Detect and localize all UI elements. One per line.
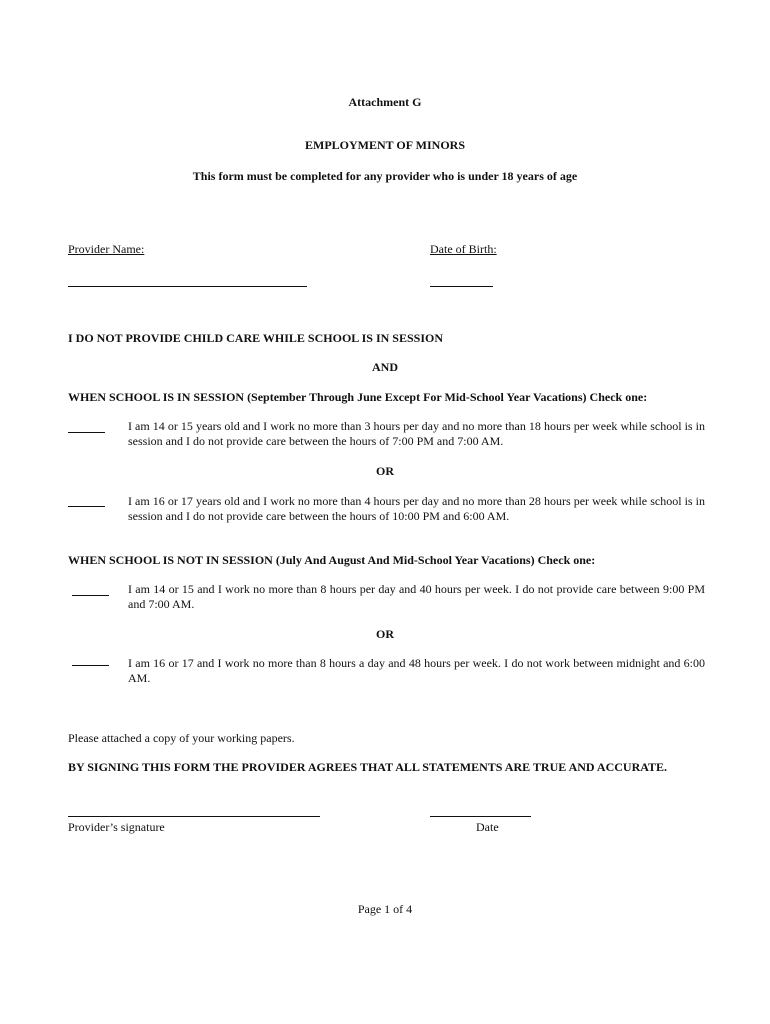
not-in-session-option-1-text: I am 14 or 15 and I work no more than 8 hours per day and 40 hours per week. I do not provide care between 9:00 PM and 7:00 AM. <box>128 582 705 611</box>
no-care-statement: I DO NOT PROVIDE CHILD CARE WHILE SCHOOL IS IN SESSION <box>68 331 443 345</box>
not-in-session-heading: WHEN SCHOOL IS NOT IN SESSION (July And August And Mid-School Year Vacations) Check one: <box>68 553 596 567</box>
not-in-session-option-1-checkbox[interactable] <box>72 595 109 596</box>
provider-name-field[interactable] <box>68 286 307 287</box>
signature-label: Provider’s signature <box>68 820 165 834</box>
provider-name-label: Provider Name: <box>68 242 145 256</box>
form-subtitle: This form must be completed for any provider who is under 18 years of age <box>192 169 578 183</box>
or-label-1: OR <box>376 464 394 478</box>
or-label-2: OR <box>376 627 394 641</box>
and-label: AND <box>372 360 398 374</box>
in-session-option-2-checkbox[interactable] <box>68 506 105 507</box>
working-papers-note: Please attached a copy of your working papers. <box>68 731 295 745</box>
attachment-label: Attachment G <box>348 95 422 109</box>
date-field[interactable] <box>430 816 531 817</box>
date-label: Date <box>476 820 499 834</box>
in-session-option-2-text: I am 16 or 17 years old and I work no more than 4 hours per day and no more than 28 hours per week while school is in session and I do not provide care between the hours of 10:00 PM and 6:00 AM. <box>128 494 705 523</box>
page-number: Page 1 of 4 <box>357 902 413 916</box>
not-in-session-option-2-text: I am 16 or 17 and I work no more than 8 hours a day and 48 hours per week. I do not work between midnight and 6:00 AM. <box>128 656 705 685</box>
not-in-session-option-2-checkbox[interactable] <box>72 665 109 666</box>
agreement-statement: BY SIGNING THIS FORM THE PROVIDER AGREES THAT ALL STATEMENTS ARE TRUE AND ACCURATE. <box>68 760 668 774</box>
signature-field[interactable] <box>68 816 320 817</box>
dob-label: Date of Birth: <box>430 242 497 256</box>
in-session-option-1-checkbox[interactable] <box>68 432 105 433</box>
in-session-heading: WHEN SCHOOL IS IN SESSION (September Through June Except For Mid-School Year Vacations) Check one: <box>68 390 648 404</box>
dob-field[interactable] <box>430 286 493 287</box>
in-session-option-1-text: I am 14 or 15 years old and I work no more than 3 hours per day and no more than 18 hours per week while school is in session and I do not provide care between the hours of 7:00 PM and 7:00 AM. <box>128 419 705 448</box>
form-title: EMPLOYMENT OF MINORS <box>304 138 465 152</box>
